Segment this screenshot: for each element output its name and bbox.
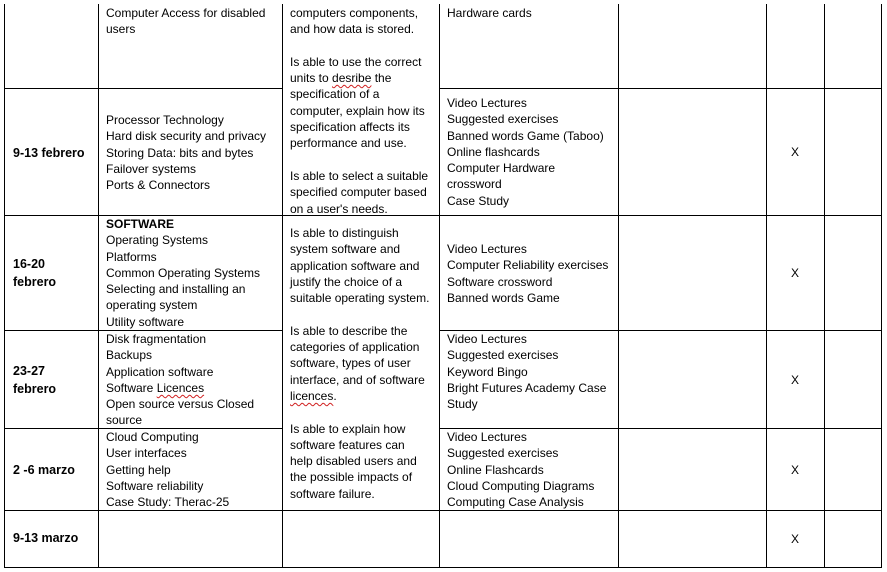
resource-line: Video Lectures xyxy=(447,430,527,444)
outcome-line: licences. xyxy=(290,388,337,403)
row-divider xyxy=(439,88,882,89)
outcome-line: units to desribe the xyxy=(290,71,392,86)
outcome-line: the possible impacts of xyxy=(290,470,413,485)
topic-line: Platforms xyxy=(106,249,157,264)
topic-line: Storing Data: bits and bytes xyxy=(106,145,254,160)
topic-line: Operating Systems xyxy=(106,233,209,248)
completion-mark: X xyxy=(791,266,800,280)
outcome-line: specified computer based xyxy=(290,185,427,200)
resource-line: Keyword Bingo xyxy=(447,364,528,379)
outcome-line: Is able to describe the xyxy=(290,323,408,338)
topic-line: Disk fragmentation xyxy=(106,332,207,346)
completion-mark: X xyxy=(791,373,800,387)
topic-line: Selecting and installing an xyxy=(106,282,246,297)
resource-line: Video Lectures xyxy=(447,242,527,256)
topic-line: Getting help xyxy=(106,462,171,477)
resources-cell xyxy=(447,5,532,21)
resources-cell xyxy=(447,429,594,510)
resource-line: Software crossword xyxy=(447,274,553,289)
resource-line: Cloud Computing Diagrams xyxy=(447,478,595,493)
topic-line: source xyxy=(106,413,143,428)
topics-cell xyxy=(106,216,260,330)
outcome-line: Is able to use the correct xyxy=(290,54,422,69)
outcome-line: performance and use. xyxy=(290,136,407,151)
spelling-flag: Licences xyxy=(156,380,205,395)
topic-line: Hard disk security and privacy xyxy=(106,129,267,144)
outcome-line: computers components, xyxy=(290,6,419,20)
resource-line: Banned words Game (Taboo) xyxy=(447,128,604,143)
row-divider xyxy=(4,88,283,89)
resources-cell xyxy=(447,95,604,209)
resource-line: Suggested exercises xyxy=(447,446,559,461)
outcomes-cell-software xyxy=(290,225,429,502)
topic-line: Cloud Computing xyxy=(106,430,199,444)
outcome-line: Is able to distinguish xyxy=(290,226,399,240)
topic-line: users xyxy=(106,22,136,37)
outcome-line: system software and xyxy=(290,242,401,257)
topic-line: Failover systems xyxy=(106,161,197,176)
outcome-line: suitable operating system. xyxy=(290,291,430,306)
date-cell: 9-13 febrero xyxy=(13,146,85,160)
outcome-line: application software and xyxy=(290,258,420,273)
topic-line: Processor Technology xyxy=(106,113,224,127)
date-cell: 23-27 febrero xyxy=(13,364,57,396)
spelling-flag: desribe xyxy=(332,71,372,86)
resource-line: Study xyxy=(447,397,478,412)
resources-cell xyxy=(447,241,608,306)
outcome-line: categories of application xyxy=(290,340,420,355)
completion-mark: X xyxy=(791,145,800,159)
outcome-line: software features can xyxy=(290,437,405,452)
resource-line: Video Lectures xyxy=(447,96,527,110)
date-cell: 2 -6 marzo xyxy=(13,463,75,477)
topic-line: Case Study: Therac-25 xyxy=(106,495,230,510)
resource-line: Online Flashcards xyxy=(447,462,544,477)
topic-line: Open source versus Closed xyxy=(106,397,255,412)
outcome-line: justify the choice of a xyxy=(290,274,403,289)
resource-line: Suggested exercises xyxy=(447,348,559,363)
topic-line: User interfaces xyxy=(106,446,187,461)
outcome-line: Is able to explain how xyxy=(290,421,406,436)
outcome-line: specification of a xyxy=(290,87,380,102)
resources-cell xyxy=(447,331,606,412)
topic-line: Computer Access for disabled xyxy=(106,6,266,20)
outcome-line: Is able to select a suitable xyxy=(290,168,429,183)
topics-cell xyxy=(106,5,265,38)
table-border-bottom xyxy=(4,567,882,568)
outcomes-cell-hardware xyxy=(290,5,428,217)
resource-line: Bright Futures Academy Case xyxy=(447,380,607,395)
topic-line: Application software xyxy=(106,364,214,379)
resource-line: Suggested exercises xyxy=(447,112,559,127)
topics-cell xyxy=(106,112,266,193)
outcome-line: and how data is stored. xyxy=(290,22,415,37)
topics-cell xyxy=(106,331,254,429)
resource-line: Video Lectures xyxy=(447,332,527,346)
resource-line: Hardware cards xyxy=(447,6,532,20)
date-cell: 16-20 febrero xyxy=(13,257,57,289)
completion-mark: X xyxy=(791,463,800,477)
date-cell: 9-13 marzo xyxy=(13,531,79,545)
resource-line: Computing Case Analysis xyxy=(447,495,584,510)
topics-cell xyxy=(106,429,229,510)
resource-line: Online flashcards xyxy=(447,144,540,159)
topic-line: Software Licences xyxy=(106,380,205,395)
outcome-line: interface, and of software xyxy=(290,372,425,387)
resource-line: Banned words Game xyxy=(447,290,560,305)
outcome-line: on a user's needs. xyxy=(290,201,388,216)
topic-line: Backups xyxy=(106,348,153,363)
topic-line: Ports & Connectors xyxy=(106,178,211,193)
resource-line: Case Study xyxy=(447,193,510,208)
outcome-line: specification affects its xyxy=(290,120,410,135)
resource-line: crossword xyxy=(447,177,502,192)
outcome-line: computer, explain how its xyxy=(290,103,425,118)
outcome-line: help disabled users and xyxy=(290,454,417,469)
resource-line: Computer Reliability exercises xyxy=(447,258,609,273)
outcome-line: software, types of user xyxy=(290,356,411,371)
resource-line: Computer Hardware xyxy=(447,161,556,176)
topic-line: operating system xyxy=(106,298,198,313)
topic-line: Utility software xyxy=(106,314,185,329)
outcome-line: software failure. xyxy=(290,486,375,501)
topic-line: Software reliability xyxy=(106,478,204,493)
spelling-flag: licences xyxy=(290,388,334,403)
topic-line: Common Operating Systems xyxy=(106,265,261,280)
schedule-table xyxy=(4,4,882,568)
completion-mark: X xyxy=(791,532,800,546)
topics-heading: SOFTWARE xyxy=(106,217,174,231)
